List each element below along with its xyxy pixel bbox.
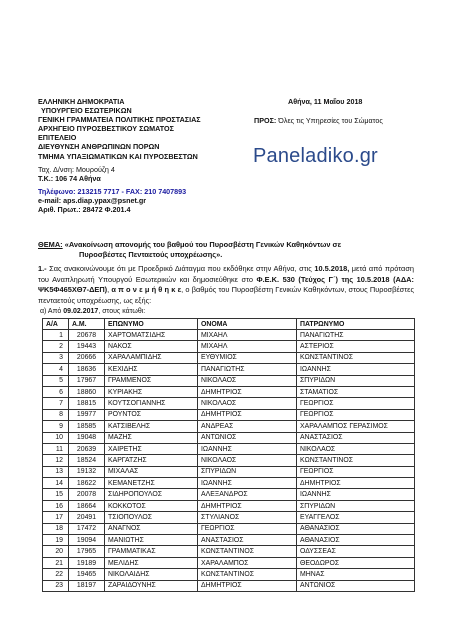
surname-cell: ΚΟΚΚΟΤΟΣ — [105, 500, 198, 511]
registry-number-cell: 20639 — [69, 443, 105, 454]
first-name-cell: ΑΛΕΞΑΝΔΡΟΣ — [198, 489, 297, 500]
section-heading — [40, 308, 145, 315]
father-name-cell: ΓΕΩΡΓΙΟΣ — [297, 398, 415, 409]
table-row — [43, 330, 415, 341]
first-name-cell: ΚΩΝΣΤΑΝΤΙΝΟΣ — [198, 546, 297, 557]
registry-number-cell: 18815 — [69, 398, 105, 409]
row-number-cell: 12 — [43, 455, 69, 466]
row-number-cell: 10 — [43, 432, 69, 443]
table-body — [43, 330, 415, 592]
paragraph-text: Σας ανακοινώνουμε ότι με Προεδρικό Διάταγμα που εκδόθηκε στην Αθήνα, στις — [46, 264, 315, 273]
surname-cell: ΚΑΤΣΙΒΕΛΗΣ — [105, 421, 198, 432]
row-number-cell: 3 — [43, 352, 69, 363]
registry-number-cell: 17965 — [69, 546, 105, 557]
father-name-cell: ΜΗΝΑΣ — [297, 569, 415, 580]
row-number-cell: 11 — [43, 443, 69, 454]
surname-cell: ΓΡΑΜΜΕΝΟΣ — [105, 375, 198, 386]
table-row — [43, 546, 415, 557]
registry-number-cell: 17472 — [69, 523, 105, 534]
column-header-surname: ΕΠΩΝΥΜΟ — [105, 319, 198, 330]
first-name-cell: ΜΙΧΑΗΛ — [198, 330, 297, 341]
father-name-cell: ΣΠΥΡΙΔΩΝ — [297, 500, 415, 511]
row-number-cell: 14 — [43, 478, 69, 489]
registry-number-cell: 20491 — [69, 512, 105, 523]
paragraph-text: , — [107, 285, 112, 295]
registry-number-cell: 19465 — [69, 569, 105, 580]
father-name-cell: ΑΝΤΩΝΙΟΣ — [297, 580, 415, 591]
registry-number-cell: 20666 — [69, 352, 105, 363]
table-row — [43, 364, 415, 375]
registry-number-cell: 19189 — [69, 557, 105, 568]
column-header-father-name: ΠΑΤΡΩΝΥΜΟ — [297, 319, 415, 330]
subject-label: ΘΕΜΑ: — [38, 240, 63, 249]
registry-number-cell: 18664 — [69, 500, 105, 511]
first-name-cell: ΧΑΡΑΛΑΜΠΟΣ — [198, 557, 297, 568]
first-name-cell: ΣΠΥΡΙΔΩΝ — [198, 466, 297, 477]
first-name-cell: ΓΕΩΡΓΙΟΣ — [198, 523, 297, 534]
surname-cell: ΚΥΡΙΑΚΗΣ — [105, 386, 198, 397]
phone-line: Τηλέφωνο: 213215 7717 - FAX: 210 7407893 — [38, 186, 187, 196]
table-row — [43, 352, 415, 363]
father-name-cell: ΝΙΚΟΛΑΟΣ — [297, 443, 415, 454]
surname-cell: ΝΙΚΟΛΑΙΔΗΣ — [105, 569, 198, 580]
table-row — [43, 512, 415, 523]
protocol-number: Αριθ. Πρωτ.: 28472 Φ.201.4 — [38, 205, 131, 215]
table-row — [43, 478, 415, 489]
first-name-cell: ΙΩΑΝΝΗΣ — [198, 478, 297, 489]
document-header — [38, 97, 201, 214]
registry-number-cell: 19977 — [69, 409, 105, 420]
first-name-cell: ΔΗΜΗΤΡΙΟΣ — [198, 500, 297, 511]
row-number-cell: 17 — [43, 512, 69, 523]
table-row — [43, 398, 415, 409]
registry-number-cell: 18860 — [69, 386, 105, 397]
subject-line: «Ανακοίνωση απονομής του βαθμού του Πυροσβέστη Γενικών Καθηκόντων σε — [64, 240, 342, 249]
watermark-logo: Paneladiko.gr — [253, 145, 378, 167]
table-row — [43, 455, 415, 466]
father-name-cell: ΚΩΝΣΤΑΝΤΙΝΟΣ — [297, 352, 415, 363]
registry-number-cell: 19094 — [69, 535, 105, 546]
header-line: ΓΕΝΙΚΗ ΓΡΑΜΜΑΤΕΙΑ ΠΟΛΙΤΙΚΗΣ ΠΡΟΣΤΑΣΙΑΣ — [38, 115, 201, 125]
first-name-cell: ΚΩΝΣΤΑΝΤΙΝΟΣ — [198, 569, 297, 580]
row-number-cell: 23 — [43, 580, 69, 591]
row-number-cell: 13 — [43, 466, 69, 477]
surname-cell: ΚΑΡΓΑΤΖΗΣ — [105, 455, 198, 466]
row-number-cell: 19 — [43, 535, 69, 546]
first-name-cell: ΠΑΝΑΓΙΩΤΗΣ — [198, 364, 297, 375]
row-number-cell: 6 — [43, 386, 69, 397]
section-date: 09.02.2017 — [63, 308, 99, 315]
first-name-cell: ΔΗΜΗΤΡΙΟΣ — [198, 386, 297, 397]
address-line: Ταχ. Δ/νση: Μουρούζη 4 — [38, 164, 115, 174]
recipient-label: ΠΡΟΣ: — [254, 116, 277, 125]
first-name-cell: ΙΩΑΝΝΗΣ — [198, 443, 297, 454]
postcode-line: Τ.Κ.: 106 74 Αθήνα — [38, 173, 101, 183]
surname-cell: ΡΟΥΝΤΟΣ — [105, 409, 198, 420]
first-name-cell: ΝΙΚΟΛΑΟΣ — [198, 398, 297, 409]
header-line: ΕΠΙΤΕΛΕΙΟ — [38, 133, 77, 143]
table-row — [43, 500, 415, 511]
surname-cell: ΜΙΧΑΛΑΣ — [105, 466, 198, 477]
father-name-cell: ΓΕΩΡΓΙΟΣ — [297, 466, 415, 477]
section-prefix: α) Από — [40, 308, 64, 315]
first-name-cell: ΑΝΔΡΕΑΣ — [198, 421, 297, 432]
surname-cell: ΝΑΚΟΣ — [105, 341, 198, 352]
surname-cell: ΧΑΡΑΛΑΜΠΙΔΗΣ — [105, 352, 198, 363]
surname-cell: ΓΡΑΜΜΑΤΙΚΑΣ — [105, 546, 198, 557]
row-number-cell: 4 — [43, 364, 69, 375]
table-row — [43, 421, 415, 432]
table-row — [43, 535, 415, 546]
table-row — [43, 443, 415, 454]
header-line: ΔΙΕΥΘΥΝΣΗ ΑΝΘΡΩΠΙΝΩΝ ΠΟΡΩΝ — [38, 142, 160, 152]
registry-number-cell: 19443 — [69, 341, 105, 352]
table-row — [43, 432, 415, 443]
header-line: ΤΜΗΜΑ ΥΠΑΞΙΩΜΑΤΙΚΩΝ ΚΑΙ ΠΥΡΟΣΒΕΣΤΩΝ — [38, 151, 198, 161]
surname-cell: ΚΕΜΑΝΕΤΖΗΣ — [105, 478, 198, 489]
row-number-cell: 22 — [43, 569, 69, 580]
table-row — [43, 341, 415, 352]
header-line: ΕΛΛΗΝΙΚΗ ΔΗΜΟΚΡΑΤΙΑ — [38, 97, 125, 106]
table-row — [43, 409, 415, 420]
row-number-cell: 9 — [43, 421, 69, 432]
row-number-cell: 16 — [43, 500, 69, 511]
surname-cell: ΧΑΡΤΟΜΑΤΣΙΔΗΣ — [105, 330, 198, 341]
surname-cell: ΚΟΥΤΣΟΓΙΑΝΝΗΣ — [105, 398, 198, 409]
table-row — [43, 489, 415, 500]
row-number-cell: 5 — [43, 375, 69, 386]
registry-number-cell: 18197 — [69, 580, 105, 591]
table-row — [43, 466, 415, 477]
table-row — [43, 557, 415, 568]
first-name-cell: ΕΥΘΥΜΙΟΣ — [198, 352, 297, 363]
table-row — [43, 523, 415, 534]
registry-number-cell: 18524 — [69, 455, 105, 466]
registry-number-cell: 20678 — [69, 330, 105, 341]
email-line[interactable]: e-mail: aps.diap.ypax@psnet.gr — [38, 195, 147, 205]
row-number-cell: 20 — [43, 546, 69, 557]
father-name-cell: ΑΝΑΣΤΑΣΙΟΣ — [297, 432, 415, 443]
father-name-cell: ΑΘΑΝΑΣΙΟΣ — [297, 523, 415, 534]
paragraph-text: , ο βαθμός του Πυροσβέστη Γενικών Καθηκόντων, στους Πυροσβέστες πενταετούς υποχρέωσης, ως εξής: — [38, 285, 415, 305]
registry-number-cell: 19048 — [69, 432, 105, 443]
column-header-am: Α.Μ. — [69, 319, 105, 330]
father-name-cell: ΔΗΜΗΤΡΙΟΣ — [297, 478, 415, 489]
table-row — [43, 580, 415, 591]
document-date: Αθήνα, 11 Μαΐου 2018 — [288, 97, 363, 106]
surname-cell: ΜΕΛΙΔΗΣ — [105, 557, 198, 568]
first-name-cell: ΔΗΜΗΤΡΙΟΣ — [198, 580, 297, 591]
paragraph-text: μετά από πρόταση του Αναπληρωτή Υπουργού Εσωτερικών και δημοσιεύθηκε στο — [38, 264, 414, 284]
subject-line: Πυροσβέστες Πενταετούς υποχρέωσης». — [79, 249, 223, 259]
father-name-cell: ΙΩΑΝΝΗΣ — [297, 364, 415, 375]
first-name-cell: ΝΙΚΟΛΑΟΣ — [198, 375, 297, 386]
awarded-word: α π ο ν ε μ ή θ η κ ε — [111, 285, 182, 295]
surname-cell: ΜΑΖΗΣ — [105, 432, 198, 443]
row-number-cell: 18 — [43, 523, 69, 534]
section-suffix: , στους κάτωθι: — [98, 308, 146, 315]
registry-number-cell: 17967 — [69, 375, 105, 386]
registry-number-cell: 19132 — [69, 466, 105, 477]
row-number-cell: 7 — [43, 398, 69, 409]
father-name-cell: ΧΑΡΑΛΑΜΠΟΣ ΓΕΡΑΣΙΜΟΣ — [297, 421, 415, 432]
registry-number-cell: 18636 — [69, 364, 105, 375]
decree-date: 10.5.2018, — [314, 264, 350, 273]
surname-cell: ΜΑΝΙΩΤΗΣ — [105, 535, 198, 546]
surname-cell: ΧΑΙΡΕΤΗΣ — [105, 443, 198, 454]
row-number-cell: 15 — [43, 489, 69, 500]
surname-cell: ΑΝΑΓΝΟΣ — [105, 523, 198, 534]
subject-block — [38, 240, 398, 259]
body-paragraph — [38, 264, 414, 306]
table-row — [43, 375, 415, 386]
father-name-cell: ΑΘΑΝΑΣΙΟΣ — [297, 535, 415, 546]
surname-cell: ΚΕΧΙΔΗΣ — [105, 364, 198, 375]
father-name-cell: ΠΑΝΑΓΙΩΤΗΣ — [297, 330, 415, 341]
father-name-cell: ΓΕΩΡΓΙΟΣ — [297, 409, 415, 420]
row-number-cell: 21 — [43, 557, 69, 568]
registry-number-cell: 18585 — [69, 421, 105, 432]
recipient-value: Όλες τις Υπηρεσίες του Σώματος — [278, 116, 383, 125]
column-header-name: ΟΝΟΜΑ — [198, 319, 297, 330]
column-header-aa: Α/Α — [43, 319, 69, 330]
father-name-cell: ΟΔΥΣΣΕΑΣ — [297, 546, 415, 557]
father-name-cell: ΣΠΥΡΙΔΩΝ — [297, 375, 415, 386]
table-row — [43, 569, 415, 580]
surname-cell: ΤΣΙΟΠΟΥΛΟΣ — [105, 512, 198, 523]
registry-number-cell: 20078 — [69, 489, 105, 500]
father-name-cell: ΘΕΟΔΩΡΟΣ — [297, 557, 415, 568]
gazette-reference: Φ.Ε.Κ. 530 (Τεύχος Γ΄) της 10.5.2018 (ΑΔΑ: ΨΚ5Φ465ΧΘ7-ΔΕΠ) — [38, 274, 414, 295]
personnel-table — [42, 318, 415, 592]
father-name-cell: ΑΣΤΕΡΙΟΣ — [297, 341, 415, 352]
first-name-cell: ΣΤΥΛΙΑΝΟΣ — [198, 512, 297, 523]
paragraph-number: 1.- — [38, 264, 47, 273]
first-name-cell: ΜΙΧΑΗΛ — [198, 341, 297, 352]
first-name-cell: ΝΙΚΟΛΑΟΣ — [198, 455, 297, 466]
header-line: ΑΡΧΗΓΕΙΟ ΠΥΡΟΣΒΕΣΤΙΚΟΥ ΣΩΜΑΤΟΣ — [38, 124, 174, 134]
table-header-row — [43, 319, 415, 330]
header-line: ΥΠΟΥΡΓΕΙΟ ΕΣΩΤΕΡΙΚΩΝ — [41, 106, 132, 116]
row-number-cell: 2 — [43, 341, 69, 352]
row-number-cell: 8 — [43, 409, 69, 420]
row-number-cell: 1 — [43, 330, 69, 341]
first-name-cell: ΑΝΤΩΝΙΟΣ — [198, 432, 297, 443]
first-name-cell: ΔΗΜΗΤΡΙΟΣ — [198, 409, 297, 420]
table-row — [43, 386, 415, 397]
father-name-cell: ΙΩΑΝΝΗΣ — [297, 489, 415, 500]
father-name-cell: ΕΥΑΓΓΕΛΟΣ — [297, 512, 415, 523]
father-name-cell: ΣΤΑΜΑΤΙΟΣ — [297, 386, 415, 397]
first-name-cell: ΑΝΑΣΤΑΣΙΟΣ — [198, 535, 297, 546]
recipient — [254, 116, 383, 125]
surname-cell: ΣΙΔΗΡΟΠΟΥΛΟΣ — [105, 489, 198, 500]
surname-cell: ΖΑΡΑΙΔΟΥΝΗΣ — [105, 580, 198, 591]
registry-number-cell: 18622 — [69, 478, 105, 489]
father-name-cell: ΚΩΝΣΤΑΝΤΙΝΟΣ — [297, 455, 415, 466]
